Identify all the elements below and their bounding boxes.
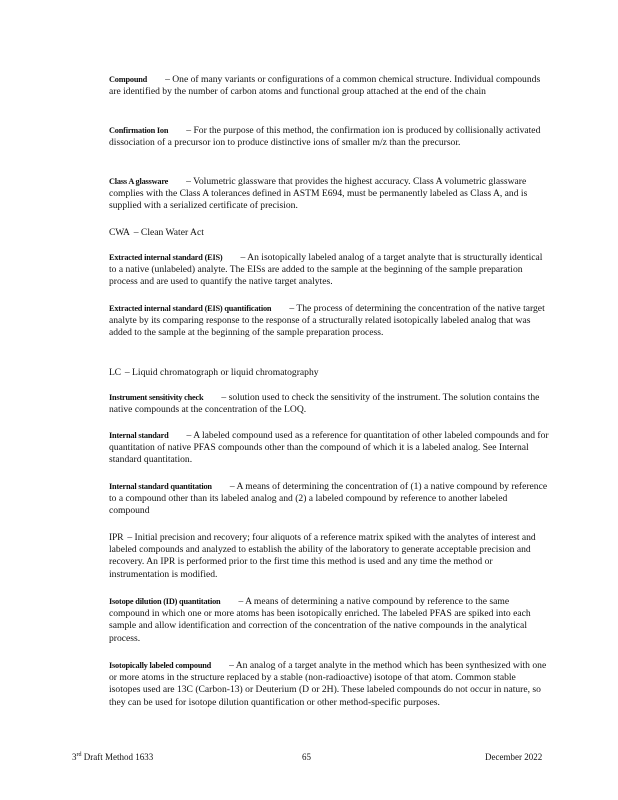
glossary-definition: – A means of determining a native compound by reference to the same compound in which one or more atoms has been isotopically enriched. The labeled PFAS are spiked into each sample and allow identification and correction of the concentration of the native compounds in the analytical process.: [109, 596, 531, 644]
glossary-term: CWA: [109, 227, 130, 238]
glossary-entry-ipr: [109, 532, 549, 581]
glossary-definition: – One of many variants or configurations of a common chemical structure. Individual compounds are identified by the number of carbon atoms and functional group attached at the end of the chain: [109, 74, 541, 98]
glossary-term: Isotope dilution (ID) quantitation: [109, 597, 221, 606]
glossary-definition: – Liquid chromatograph or liquid chromatography: [124, 367, 319, 378]
footer-edition-number: 3: [72, 752, 77, 762]
glossary-term: Internal standard: [109, 431, 169, 440]
glossary-definition: – A means of determining the concentration of (1) a native compound by reference to a compound other than its labeled analog and (2) a labeled compound by reference to another labeled compound: [109, 481, 548, 517]
glossary-definition: – For the purpose of this method, the confirmation ion is produced by collisionally activated dissociation of a precursor ion to produce distinctive ions of smaller m/z than the precursor.: [109, 125, 541, 149]
glossary-definition: – Volumetric glassware that provides the highest accuracy. Class A volumetric glassware complies with the Class A tolerances defined in ASTM E694, must be permanently labeled as Class A, and is supplied with a serialized certificate of precision.: [109, 176, 528, 212]
glossary-definition: – A labeled compound used as a reference for quantitation of other labeled compounds and for quantitation of native PFAS compounds other than the compound of which it is a labeled analog. See Internal standard quantitation.: [109, 430, 549, 466]
glossary-entry-internal-standard: [109, 430, 549, 467]
glossary-definition: – The process of determining the concentration of the native target analyte by its comparing response to the response of a structurally related isotopically labeled analog that was added to the sample at the beginning of the sample preparation process.: [109, 303, 545, 339]
glossary-entry-lc: [109, 367, 549, 379]
glossary-term: Instrument sensitivity check: [109, 393, 204, 402]
footer-method-name: Draft Method 1633: [81, 752, 154, 762]
glossary-entry-isotope-dilution: [109, 596, 549, 645]
glossary-entry-cwa: [109, 227, 549, 239]
footer-page-number: 65: [302, 752, 311, 762]
glossary-definition: – Clean Water Act: [133, 227, 204, 238]
glossary-definition: – An isotopically labeled analog of a target analyte that is structurally identical to a native (unlabeled) analyte. The EISs are added to the sample at the beginning of the sample preparation process and are used to quantify the native target analytes.: [109, 252, 543, 288]
footer-date: December 2022: [485, 752, 543, 762]
glossary-entry-class-a-glassware: [109, 176, 549, 213]
glossary-entry-isotopically-labeled-compound: [109, 660, 549, 709]
glossary-entry-instrument-sensitivity-check: [109, 392, 549, 416]
footer-document-title: [72, 752, 153, 762]
glossary-entry-internal-standard-quantitation: [109, 481, 549, 518]
glossary-definition: – solution used to check the sensitivity of the instrument. The solution contains the native compounds at the concentration of the LOQ.: [109, 392, 540, 416]
glossary-term: Internal standard quantitation: [109, 482, 212, 491]
glossary-definition: – An analog of a target analyte in the method which has been synthesized with one or more atoms in the structure replaced by a stable (non-radioactive) isotope of that atom. Common stable isotopes used are 13C (Carbon-13) or Deuterium (D or 2H). These labeled compounds do not occur in nature, so they can be used for isotope dilution quantification or other method-specific purposes.: [109, 660, 547, 708]
glossary-entry-eis-quantification: [109, 303, 549, 340]
glossary-term: IPR: [109, 532, 124, 543]
glossary-term: Extracted internal standard (EIS): [109, 253, 223, 262]
glossary-term: LC: [109, 367, 121, 378]
footer-edition-suffix: rd: [76, 752, 82, 758]
glossary-term: Compound: [109, 75, 148, 84]
glossary-term: Class A glassware: [109, 177, 169, 186]
glossary-term: Isotopically labeled compound: [109, 661, 212, 670]
glossary-definition: – Initial precision and recovery; four aliquots of a reference matrix spiked with the analytes of interest and labeled compounds and analyzed to establish the ability of the laboratory to generate acceptable precision and recovery. An IPR is performed prior to the first time this method is used and any time the method or instrumentation is modified.: [109, 532, 536, 580]
glossary-entry-confirmation-ion: [109, 125, 549, 149]
glossary-entry-compound: [109, 74, 549, 98]
glossary-term: Confirmation Ion: [109, 126, 169, 135]
glossary-term: Extracted internal standard (EIS) quantification: [109, 304, 272, 313]
glossary-entry-eis: [109, 252, 549, 289]
